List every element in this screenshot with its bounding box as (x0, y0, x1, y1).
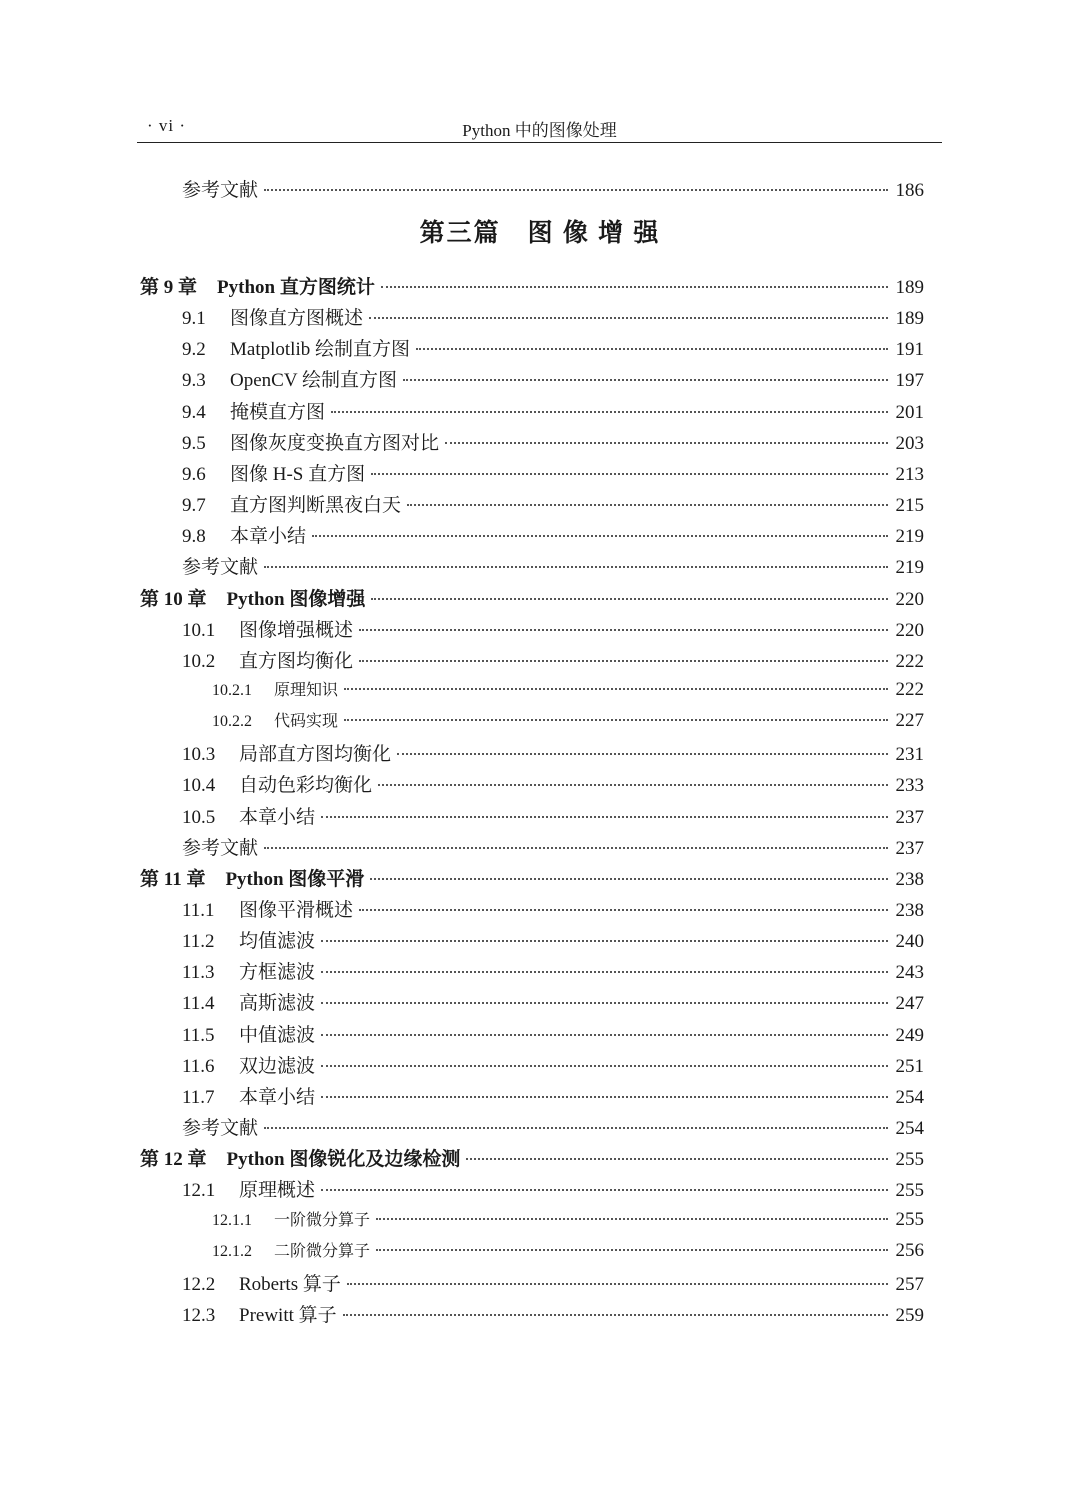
toc-entry-section[interactable] (182, 1082, 924, 1106)
toc-entry-title: Matplotlib 绘制直方图 (230, 339, 410, 361)
dot-leader (264, 566, 888, 568)
toc-entry-section[interactable] (182, 770, 924, 797)
toc-entry-page: 219 (895, 557, 924, 579)
dot-leader (369, 317, 888, 319)
toc-entry-section[interactable] (182, 303, 924, 330)
toc-entry-page: 191 (895, 339, 924, 361)
toc-entry-subsection[interactable] (212, 708, 924, 732)
toc-entry-title: 参考文献 (182, 557, 259, 579)
toc-entry-title: 图像 H-S 直方图 (230, 463, 366, 485)
toc-entry-title: 本章小结 (239, 806, 316, 828)
toc-entry-chapter[interactable] (140, 1144, 924, 1171)
toc-entry-section[interactable] (182, 739, 924, 766)
toc-entry-section[interactable] (182, 1020, 924, 1044)
toc-entry-page: 231 (895, 744, 924, 766)
toc-entry-title: 直方图均衡化 (239, 650, 354, 672)
part-title: 第三篇 图 像 增 强 (419, 220, 661, 247)
toc-entry-section[interactable] (182, 1269, 924, 1293)
toc-entry-number: 9.2 (182, 339, 206, 361)
toc-entry-title: Python 直方图统计 (217, 277, 375, 298)
toc-entry-title: 中值滤波 (239, 1024, 316, 1046)
toc-entry-page: 219 (895, 526, 924, 548)
dot-leader (359, 629, 888, 631)
dot-leader (264, 189, 888, 191)
dot-leader (321, 816, 888, 818)
toc-entry-number: 9.6 (182, 463, 206, 485)
dot-leader (312, 535, 888, 537)
toc-entry-number: 10.2 (182, 650, 216, 672)
dot-leader (445, 442, 888, 444)
dot-leader (321, 1065, 888, 1067)
toc-entry-section[interactable] (182, 397, 924, 421)
dot-leader (359, 660, 888, 662)
toc-entry-page: 255 (895, 1208, 924, 1230)
dot-leader (381, 286, 888, 288)
toc-entry-section[interactable] (182, 490, 924, 517)
toc-entry-page: 233 (895, 775, 924, 797)
dot-leader (344, 688, 888, 690)
toc-entry-page: 249 (895, 1024, 924, 1046)
toc-entry-number: 9.3 (182, 370, 206, 392)
dot-leader (397, 753, 888, 755)
toc-entry-subsection[interactable] (212, 677, 924, 701)
toc-entry-number: 10.5 (182, 806, 216, 828)
toc-entry-number: 12.1 (182, 1180, 216, 1202)
toc-entry-number: 9.8 (182, 526, 206, 548)
toc-entry-page: 255 (895, 1180, 924, 1202)
toc-entry-title: 高斯滤波 (239, 993, 316, 1015)
toc-entry-title: 自动色彩均衡化 (239, 775, 373, 797)
dot-leader (321, 1034, 888, 1036)
toc-entry-page: 255 (895, 1149, 924, 1171)
toc-entry-number: 11.7 (182, 1086, 215, 1108)
toc-entry-number: 12.2 (182, 1273, 216, 1295)
toc-entry-title: Python 图像平滑 (225, 868, 365, 890)
toc-entry-number: 10.1 (182, 619, 216, 641)
dot-leader (376, 1218, 888, 1220)
toc-entry-number: 12.1.2 (212, 1242, 252, 1260)
toc-entry-page: 220 (895, 619, 924, 641)
toc-entry-number: 11.6 (182, 1055, 215, 1077)
toc-entry-section[interactable] (182, 428, 924, 452)
toc-entry-title: Python 图像锐化及边缘检测 (226, 1149, 461, 1171)
toc-entry-page: 201 (895, 401, 924, 423)
toc-entry-number: 11.1 (182, 900, 215, 921)
toc-entry-page: 247 (895, 993, 924, 1015)
toc-entry-number: 第 11 章 (140, 868, 206, 890)
toc-entry-section[interactable] (182, 802, 924, 826)
toc-entry-number: 9.5 (182, 432, 206, 454)
toc-entry-title: 本章小结 (230, 526, 307, 548)
toc-entry-number: 11.2 (182, 931, 215, 953)
toc-entry-number: 9.7 (182, 495, 206, 517)
dot-leader (371, 473, 888, 475)
toc-entry-page: 222 (895, 650, 924, 672)
toc-entry-number: 10.2.1 (212, 681, 252, 699)
toc-entry-page: 186 (895, 180, 924, 201)
toc-entry-title: 本章小结 (239, 1086, 316, 1108)
toc-entry-section[interactable] (182, 926, 924, 953)
toc-entry-title: 图像灰度变换直方图对比 (230, 432, 440, 454)
toc-entry-title: 局部直方图均衡化 (239, 744, 392, 766)
dot-leader (264, 1127, 888, 1129)
toc-entry-page: 256 (895, 1239, 924, 1261)
toc-entry-title: 图像平滑概述 (239, 900, 354, 921)
toc-entry-number: 第 10 章 (140, 588, 207, 610)
toc-entry-number: 12.1.1 (212, 1211, 252, 1229)
toc-entry-page: 238 (895, 868, 924, 890)
toc-entry-page: 227 (895, 710, 924, 732)
toc-entry-page: 237 (895, 806, 924, 828)
dot-leader (403, 379, 888, 381)
toc-entry-title: Python 图像增强 (226, 588, 366, 610)
toc-entry-title: 原理知识 (274, 681, 339, 699)
dot-leader (466, 1158, 888, 1160)
toc-entry-title: 参考文献 (182, 1118, 259, 1140)
toc-entry-section[interactable] (182, 521, 924, 548)
toc-entry-number: 第 12 章 (140, 1149, 207, 1171)
toc-entry-page: 189 (895, 277, 924, 298)
toc-entry-page: 257 (895, 1273, 924, 1295)
toc-entry-chapter[interactable] (140, 864, 924, 888)
toc-entry-title: 一阶微分算子 (274, 1211, 371, 1229)
toc-entry-section[interactable] (182, 615, 924, 639)
toc-entry-number: 10.2.2 (212, 713, 252, 731)
running-title: Python 中的图像处理 (462, 121, 617, 140)
dot-leader (264, 847, 888, 849)
toc-entry-references[interactable] (182, 175, 924, 199)
toc-entry-page: 251 (895, 1055, 924, 1077)
dot-leader (343, 1314, 888, 1316)
toc-entry-page: 222 (895, 678, 924, 700)
toc-entry-subsection[interactable] (212, 1207, 924, 1231)
dot-leader (347, 1283, 888, 1285)
toc-entry-number: 12.3 (182, 1304, 216, 1326)
toc-entry-section[interactable] (182, 1300, 924, 1324)
toc-entry-number: 11.3 (182, 962, 215, 984)
dot-leader (321, 971, 888, 973)
toc-entry-title: 参考文献 (182, 837, 259, 859)
dot-leader (344, 719, 888, 721)
toc-entry-references[interactable] (182, 552, 924, 579)
toc-entry-section[interactable] (182, 1051, 924, 1075)
toc-entry-title: Roberts 算子 (239, 1273, 341, 1295)
toc-entry-references[interactable] (182, 833, 924, 857)
dot-leader (321, 940, 888, 942)
toc-entry-page: 220 (895, 588, 924, 610)
toc-entry-chapter[interactable] (140, 272, 924, 296)
toc-entry-page: 254 (895, 1118, 924, 1140)
toc-entry-title: 掩模直方图 (230, 401, 326, 423)
toc-entry-section[interactable] (182, 957, 924, 984)
toc-entry-number: 10.3 (182, 744, 216, 766)
page-number: · vi · (147, 116, 187, 135)
toc-entry-chapter[interactable] (140, 584, 924, 608)
toc-entry-section[interactable] (182, 334, 924, 361)
toc-entry-page: 243 (895, 962, 924, 984)
toc-entry-page: 238 (895, 900, 924, 921)
toc-entry-section[interactable] (182, 1175, 924, 1202)
toc-entry-page: 213 (895, 463, 924, 485)
toc-entry-title: 图像直方图概述 (230, 308, 364, 330)
dot-leader (416, 348, 888, 350)
dot-leader (321, 1002, 888, 1004)
toc-entry-section[interactable] (182, 365, 924, 392)
toc-entry-title: 参考文献 (182, 180, 259, 201)
toc-entry-title: 方框滤波 (239, 962, 316, 984)
toc-entry-section[interactable] (182, 646, 924, 670)
toc-entry-page: 240 (895, 931, 924, 953)
toc-entry-number: 9.4 (182, 401, 206, 423)
toc-entry-number: 11.4 (182, 993, 215, 1015)
toc-entry-title: 代码实现 (274, 713, 339, 731)
toc-entry-title: 均值滤波 (239, 931, 316, 953)
dot-leader (321, 1189, 888, 1191)
toc-entry-title: Prewitt 算子 (239, 1304, 337, 1326)
toc-entry-page: 215 (895, 495, 924, 517)
toc-entry-page: 197 (895, 370, 924, 392)
toc-entry-number: 第 9 章 (140, 277, 198, 298)
toc-entry-title: 原理概述 (239, 1180, 316, 1202)
toc-entry-section[interactable] (182, 895, 924, 919)
toc-entry-subsection[interactable] (212, 1238, 924, 1262)
toc-entry-title: 双边滤波 (239, 1055, 316, 1077)
toc-entry-title: OpenCV 绘制直方图 (230, 370, 397, 392)
dot-leader (407, 504, 888, 506)
toc-entry-page: 259 (895, 1304, 924, 1326)
toc-entry-section[interactable] (182, 459, 924, 483)
dot-leader (370, 878, 888, 880)
toc-entry-number: 9.1 (182, 308, 206, 330)
toc-entry-number: 11.5 (182, 1024, 215, 1046)
toc-entry-title: 图像增强概述 (239, 619, 354, 641)
dot-leader (359, 909, 888, 911)
toc-entry-number: 10.4 (182, 775, 216, 797)
toc-entry-page: 189 (895, 308, 924, 330)
toc-entry-section[interactable] (182, 988, 924, 1015)
toc-entry-page: 203 (895, 432, 924, 454)
dot-leader (321, 1096, 888, 1098)
dot-leader (331, 411, 888, 413)
dot-leader (378, 784, 888, 786)
toc-entry-references[interactable] (182, 1113, 924, 1140)
dot-leader (376, 1249, 888, 1251)
toc-entry-page: 237 (895, 837, 924, 859)
toc-entry-title: 二阶微分算子 (274, 1242, 371, 1260)
toc-entry-page: 254 (895, 1086, 924, 1108)
dot-leader (371, 598, 888, 600)
toc-entry-title: 直方图判断黑夜白天 (230, 495, 402, 517)
